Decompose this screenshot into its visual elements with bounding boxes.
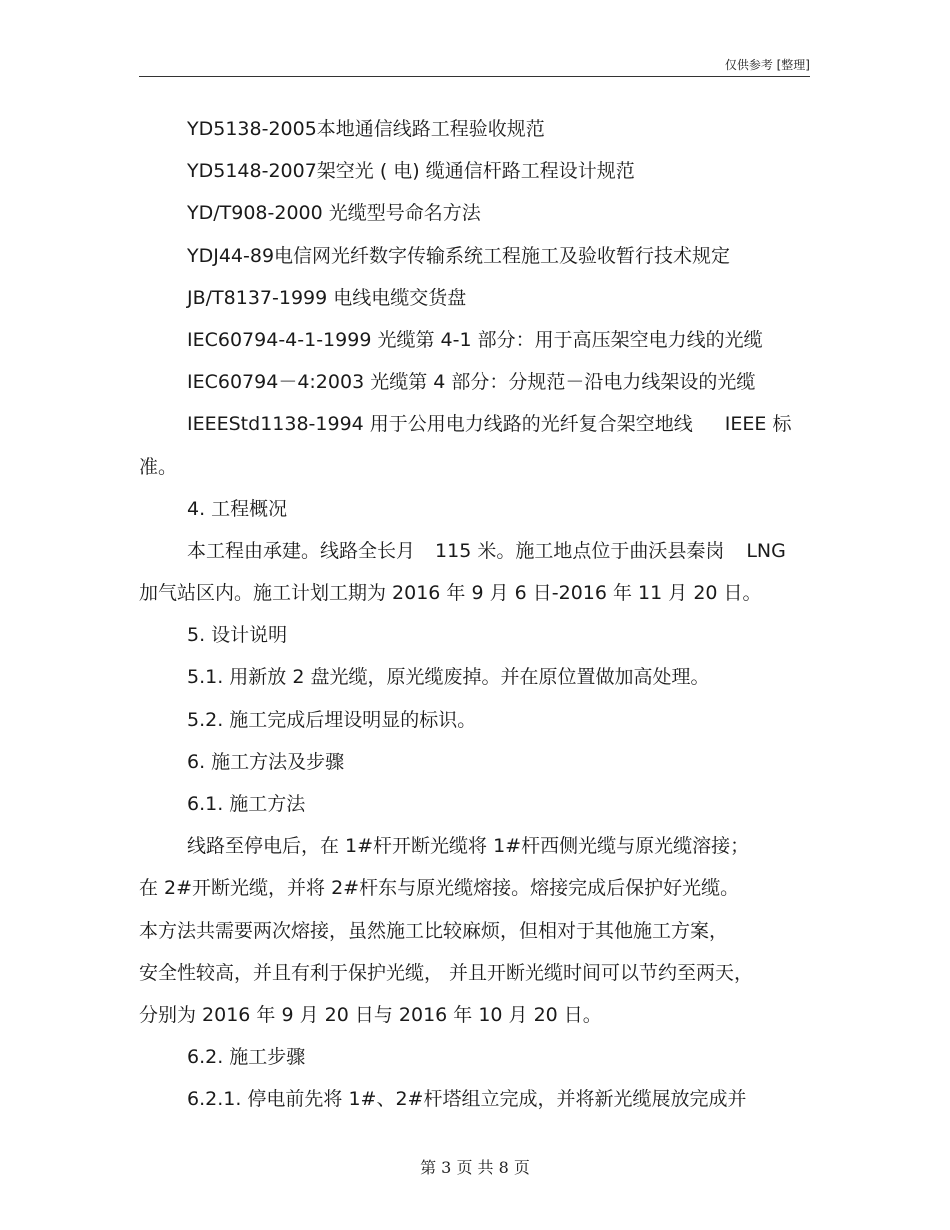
paragraph-line [139, 530, 821, 572]
section-heading: 4. 工程概况 [187, 497, 288, 520]
paragraph-text: 115 米。施工地点位于曲沃县秦岗 [435, 539, 725, 562]
paragraph-line: 5.1. 用新放 2 盘光缆，原光缆废掉。并在原位置做加高处理。 [187, 666, 710, 689]
standard-line: JB/T8137-1999 电线电缆交货盘 [187, 286, 467, 309]
paragraph-line: 在 2#开断光缆，并将 2#杆东与原光缆熔接。熔接完成后保护好光缆。 [139, 877, 740, 900]
continuation-line: 准。 [139, 455, 178, 478]
standard-line: YD5148-2007架空光 ( 电) 缆通信杆路工程设计规范 [187, 160, 635, 183]
subsection-heading: 6.2. 施工步骤 [187, 1046, 306, 1069]
body-text [139, 108, 821, 1121]
standard-text-end: IEEE 标 [724, 413, 792, 436]
standard-line: YD/T908-2000 光缆型号命名方法 [187, 202, 481, 225]
paragraph-line: 安全性较高，并且有利于保护光缆， 并且开断光缆时间可以节约至两天， [139, 961, 754, 984]
page-number: 第 3 页 共 8 页 [420, 1158, 530, 1177]
standard-line: YD5138-2005本地通信线路工程验收规范 [187, 118, 545, 140]
standard-line: YDJ44-89电信网光纤数字传输系统工程施工及验收暂行技术规定 [187, 244, 731, 267]
paragraph-text: LNG [746, 539, 786, 562]
standard-line [139, 403, 821, 445]
paragraph-text: 本工程由承建。线路全长月 [187, 539, 416, 562]
standard-line: IEC60794-4-1-1999 光缆第 4-1 部分：用于高压架空电力线的光缆 [187, 328, 763, 351]
subsection-heading: 6.1. 施工方法 [187, 793, 306, 815]
header-rule [139, 76, 810, 77]
section-heading: 6. 施工方法及步骤 [187, 750, 345, 773]
paragraph-line: 加气站区内。施工计划工期为 2016 年 9 月 6 日-2016 年 11 月 20 日。 [139, 582, 762, 605]
standard-line: IEC60794－4:2003 光缆第 4 部分：分规范－沿电力线架设的光缆 [187, 371, 756, 394]
paragraph-line: 线路至停电后，在 1#杆开断光缆将 1#杆西侧光缆与原光缆溶接； [187, 835, 750, 858]
paragraph-line: 5.2. 施工完成后埋设明显的标识。 [187, 708, 477, 731]
header-note: 仅供参考 [整理] [724, 58, 810, 72]
section-heading: 5. 设计说明 [187, 624, 288, 647]
paragraph-line: 本方法共需要两次熔接，虽然施工比较麻烦，但相对于其他施工方案， [139, 919, 729, 942]
paragraph-line: 分别为 2016 年 9 月 20 日与 2016 年 10 月 20 日。 [139, 1003, 602, 1026]
paragraph-line: 6.2.1. 停电前先将 1#、2#杆塔组立完成，并将新光缆展放完成并 [187, 1088, 747, 1111]
standard-text: IEEEStd1138-1994 用于公用电力线路的光纤复合架空地线 [187, 413, 693, 436]
